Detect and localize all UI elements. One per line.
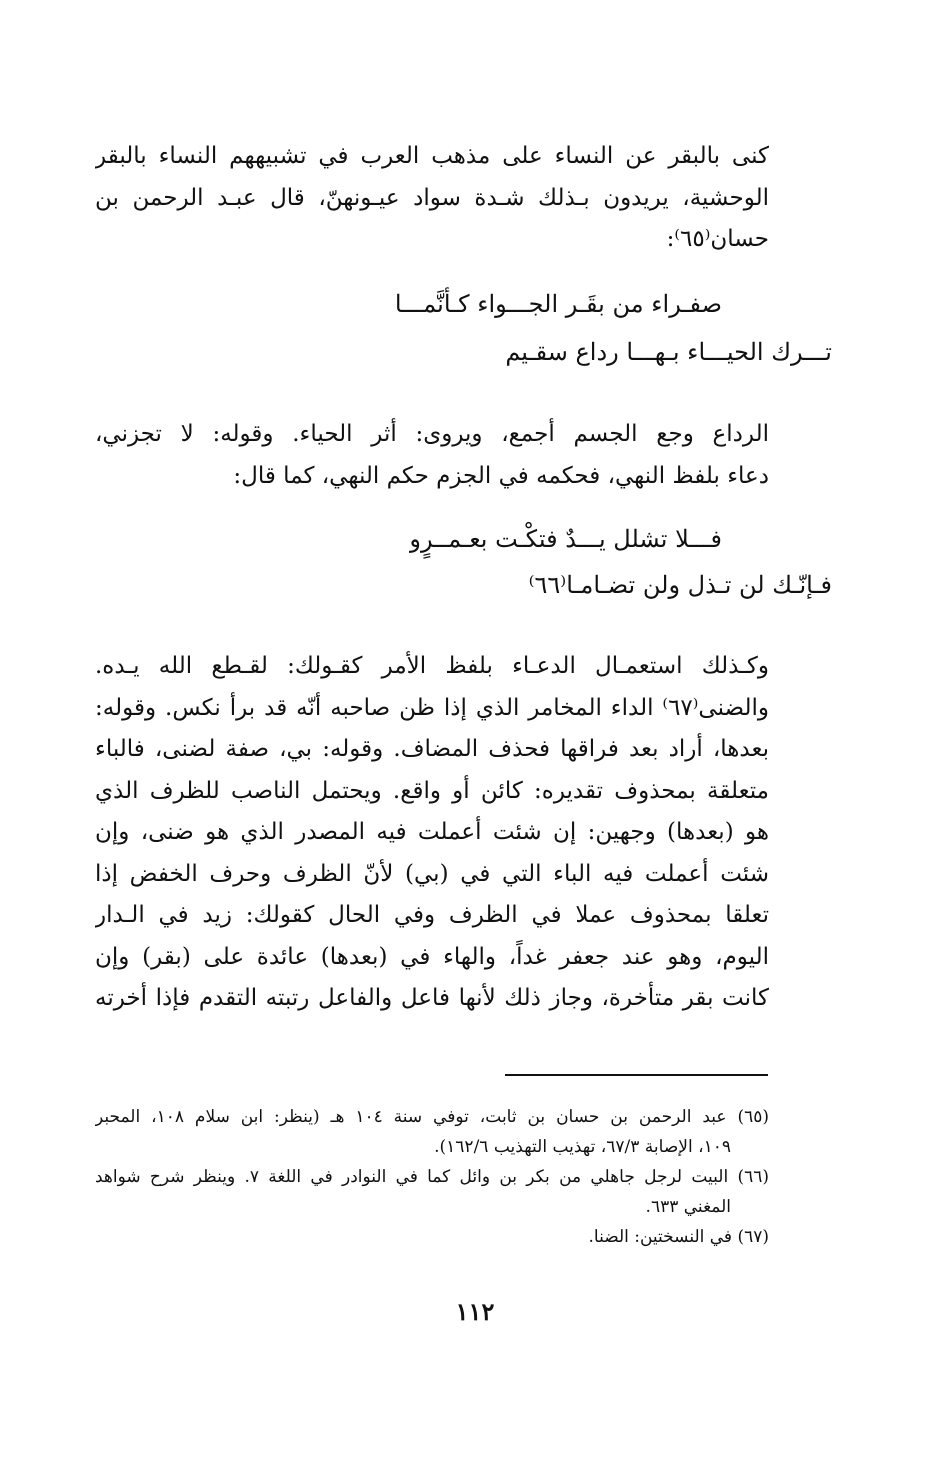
text-line: شئت أعملت فيه الباء التي في (بي) لأنّ الظرف وحرف الخفض إذا: [95, 860, 769, 887]
verse-2-second-hemistich: [529, 563, 832, 608]
page-number: ١١٢: [455, 1297, 495, 1326]
text-line: دعاء بلفظ النهي، فحكمه في الجزم حكم النهي، كما قال:: [233, 462, 769, 489]
footnote-line: (٦٦) البيت لرجل جاهلي من بكر بن وائل كما في النوادر في اللغة ٧. وينظر شرح شواهد: [95, 1167, 769, 1187]
footnote-65: [95, 1102, 769, 1162]
verse-line: صفـراء من بقَـر الجـــواء كـأنَّمـــا: [394, 290, 722, 318]
footnote-line: ١٠٩، الإصابة ٦٧/٣، تهذيب التهذيب ١٦٢/٦).: [434, 1137, 731, 1157]
verse-2-first-hemistich: [409, 517, 722, 562]
footnotes: [95, 1102, 769, 1252]
footnote-separator: [505, 1074, 768, 1076]
text-line: كانت بقر متأخرة، وجاز ذلك لأنها فاعل والفاعل رتبته التقدم فإذا أخرته: [95, 985, 769, 1011]
text-line: هو (بعدها) وجهين: إن شئت أعملت فيه المصدر الذي هو ضنى، وإن: [95, 819, 769, 845]
text-line: حسان⁽٦٥⁾:: [666, 226, 769, 252]
verse-1-second-hemistich: [505, 330, 832, 375]
text-line: بعدها، أراد بعد فراقها فحذف المضاف. وقوله: بي، صفة لضنى، فالباء: [95, 736, 769, 762]
footnote-line: (٦٥) عبد الرحمن بن حسان بن ثابت، توفي سنة ١٠٤ هـ (ينظر: ابن سلام ١٠٨، المحبر: [95, 1107, 769, 1127]
text-line: تعلقا بمحذوف عملا في الظرف وفي الحال كقولك: زيد في الـدار: [95, 902, 769, 928]
paragraph-commentary: [95, 414, 769, 497]
footnote-line: المغني ٦٣٣.: [645, 1197, 731, 1217]
text-line: متعلقة بمحذوف تقديره: كائن أو واقع. ويحتمل الناصب للظرف الذي: [95, 777, 769, 804]
text-line: الوحشية، يريدون بـذلك شـدة سواد عيـونهنّ، قال عبـد الرحمن بن: [95, 184, 769, 211]
footnote-line: (٦٧) في النسختين: الضنا.: [588, 1227, 769, 1247]
verse-line: فـإنّـك لن تـذل ولن تضـامـا⁽٦٦⁾: [528, 571, 832, 599]
text-line: وكـذلك استعمـال الدعـاء بلفظ الأمر كقـولك: لقـطع الله يـده.: [95, 653, 769, 679]
text-line: والضنى⁽٦٧⁾ الداء المخامر الذي إذا ظن صاحبه أنّه قد برأ نكس. وقوله:: [95, 694, 769, 721]
text-line: الرداع وجع الجسم أجمع، ويروى: أثر الحياء. وقوله: لا تجزني،: [95, 421, 769, 447]
paragraph-grammar: [95, 646, 769, 1020]
text-line: كنى بالبقر عن النساء على مذهب العرب في تشبيههم النساء بالبقر: [95, 143, 769, 169]
footnote-66: [95, 1162, 769, 1222]
verse-line: تـــرك الحيـــاء بـهـــا رداع سقـيم: [505, 338, 832, 366]
text-line: اليوم، وهو عند جعفر غداً، والهاء في (بعدها) عائدة على (بقر) وإن: [95, 943, 769, 970]
paragraph-intro: [95, 136, 769, 261]
verse-line: فـــلا تشلل يـــدٌ فتكْـت بعـمــرٍو: [409, 525, 722, 553]
verse-1-first-hemistich: [395, 282, 722, 327]
footnote-67: [95, 1222, 769, 1252]
